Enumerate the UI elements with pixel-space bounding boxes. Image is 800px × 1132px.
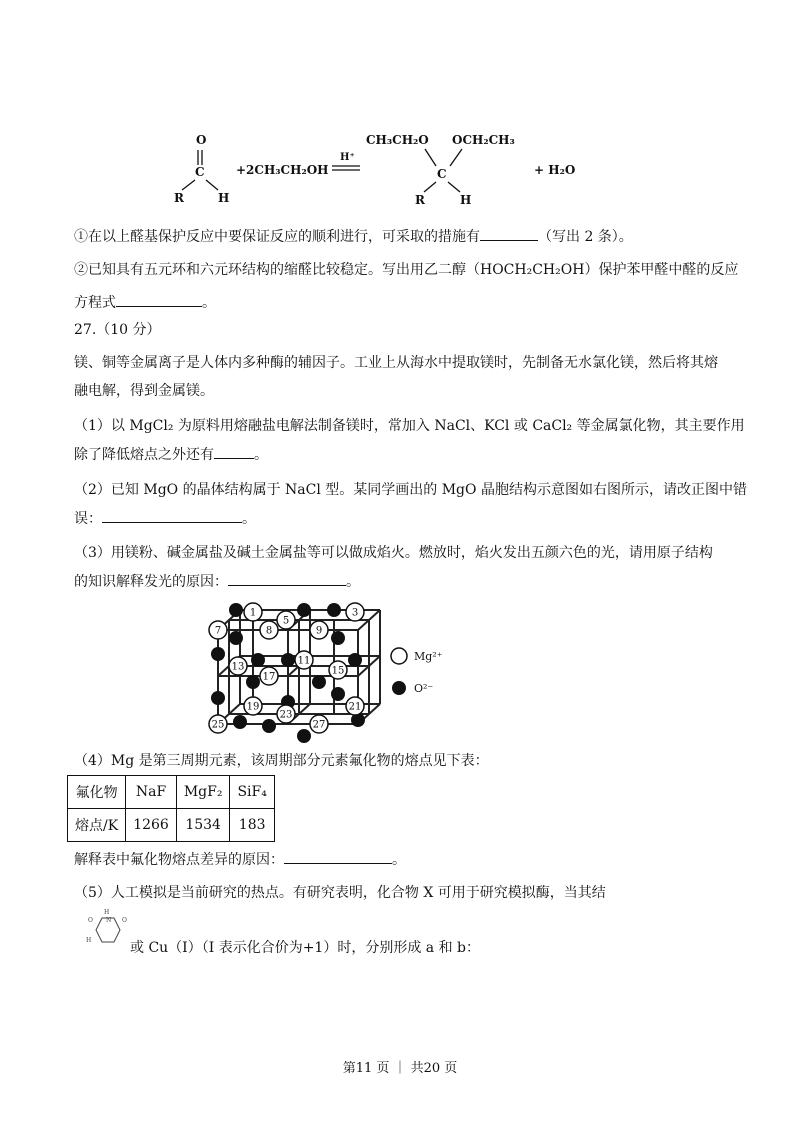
oxide-ion-node <box>211 691 225 705</box>
mg-ion-label: 19 <box>246 701 260 713</box>
q27-sub3-line2: 的知识解释发光的原因： 。 <box>74 571 360 592</box>
table-header-cell: 氟化物 <box>68 776 126 809</box>
oxide-ion-node <box>297 603 311 617</box>
q26-part3: 方程式 。 <box>74 292 216 313</box>
oxide-ion-node <box>331 687 345 701</box>
product-ethoxy-right: OCH₂CH₃ <box>452 133 515 147</box>
q27-intro-line1: 镁、铜等金属离子是人体内多种酶的辅因子。工业上从海水中提取镁时，先制备无水氯化镁，然后将其熔 <box>74 355 718 371</box>
q27-sub5-line2: 或 Cu（I）（I 表示化合价为+1）时，分别形成 a 和 b： <box>130 940 480 956</box>
aldehyde-carbon: C <box>195 165 205 179</box>
table-cell: 熔点/K <box>68 809 126 842</box>
mg-ion-label: 8 <box>265 625 273 637</box>
product-r-group: R <box>415 193 425 207</box>
mg-ion-label: 23 <box>279 709 293 721</box>
struct-label-h-left: H <box>86 937 92 944</box>
mg-ion-label: 15 <box>331 665 345 677</box>
mg-ion-label: 13 <box>231 661 245 673</box>
oxide-ion-node <box>229 631 243 645</box>
answer-blank <box>228 571 346 586</box>
mg-ion-label: 27 <box>312 719 326 731</box>
aldehyde-oxygen: O <box>196 133 207 147</box>
q26-part1: ①在以上醛基保护反应中要保证反应的顺利进行，可采取的措施有 （写出 2 条）。 <box>74 226 633 247</box>
struct-label-h-top: H <box>104 909 110 916</box>
table-header-cell: MgF₂ <box>176 776 230 809</box>
product-ethoxy-left: CH₃CH₂O <box>366 133 429 147</box>
oxide-ion-node <box>348 653 362 667</box>
q27-sub3-line1: （3）用镁粉、碱金属盐及碱土金属盐等可以做成焰火。燃放时，焰火发出五颜六色的光，请用原子结构 <box>74 545 713 561</box>
oxide-ion-node <box>262 719 276 733</box>
page-footer: 第11 页 ｜ 共20 页 <box>342 1061 458 1076</box>
q27-sub1-line1: （1）以 MgCl₂ 为原料用熔融盐电解法制备镁时，常加入 NaCl、KCl 或 CaCl₂ 等金属氯化物，其主要作用 <box>74 418 745 434</box>
answer-blank <box>284 849 392 864</box>
q27-sub2-line2: 误： 。 <box>74 508 256 529</box>
acid-catalyst: H⁺ <box>340 152 355 163</box>
q27-intro-line2: 融电解，得到金属镁。 <box>74 383 214 399</box>
mg-ion-label: 21 <box>348 701 362 713</box>
oxide-ion-node <box>251 653 265 667</box>
oxide-ion-node <box>211 647 225 661</box>
q27-sub5-line1: （5）人工模拟是当前研究的热点。有研究表明，化合物 X 可用于研究模拟酶，当其结 <box>74 885 606 901</box>
legend-o-circle <box>392 681 406 695</box>
product-carbon: C <box>437 167 447 181</box>
oxide-ion-node <box>327 603 341 617</box>
table-header-cell: SiF₄ <box>230 776 274 809</box>
mg-ion-label: 9 <box>315 625 323 637</box>
q27-number: 27.（10 分） <box>74 322 161 338</box>
legend-o-label: O²⁻ <box>414 682 434 695</box>
oxide-ion-node <box>246 675 260 689</box>
answer-blank <box>214 444 254 459</box>
struct-label-o-right: O <box>122 917 127 924</box>
q27-sub1-line2: 除了降低熔点之外还有 。 <box>74 444 268 465</box>
mg-ion-label: 7 <box>214 625 222 637</box>
aldehyde-r-group: R <box>174 191 184 205</box>
oxide-ion-node <box>233 715 247 729</box>
mg-ion-label: 11 <box>297 655 311 667</box>
struct-label-n: N <box>106 917 112 924</box>
table-row <box>68 776 275 809</box>
mg-ion-label: 17 <box>262 671 276 683</box>
oxide-ion-node <box>229 603 243 617</box>
q27-sub2-line1: （2）已知 MgO 的晶体结构属于 NaCl 型。某同学画出的 MgO 晶胞结构示意图如右图所示，请改正图中错 <box>74 482 747 498</box>
mgo-unit-cell-diagram <box>200 598 460 744</box>
fluoride-melting-point-table <box>67 775 275 842</box>
mg-ion-label: 3 <box>351 607 359 619</box>
table-header-cell: NaF <box>126 776 177 809</box>
legend-mg-label: Mg²⁺ <box>414 650 443 663</box>
answer-blank <box>102 508 242 523</box>
acetal-reaction-scheme <box>160 122 590 210</box>
mg-ion-label: 5 <box>282 615 290 627</box>
compound-x-structure <box>84 908 130 954</box>
table-row <box>68 809 275 842</box>
answer-blank <box>480 226 538 241</box>
answer-blank <box>116 292 202 307</box>
mg-ion-label: 25 <box>211 719 225 731</box>
table-cell: 1266 <box>126 809 177 842</box>
q27-sub4: （4）Mg 是第三周期元素，该周期部分元素氟化物的熔点见下表： <box>74 753 489 769</box>
legend-mg-circle <box>391 648 407 664</box>
q26-part2: ②已知具有五元环和六元环结构的缩醛比较稳定。写出用乙二醇（HOCH₂CH₂OH）保护苯甲醛中醛的反应 <box>74 262 739 278</box>
struct-label-o-left: O <box>88 917 93 924</box>
q27-sub4-explain: 解释表中氟化物熔点差异的原因： 。 <box>74 849 406 870</box>
oxide-ion-node <box>331 631 345 645</box>
mg-ion-label: 1 <box>249 607 257 619</box>
table-cell: 1534 <box>176 809 230 842</box>
ethanol-reagent: +2CH₃CH₂OH <box>236 163 329 177</box>
oxide-ion-node <box>312 675 326 689</box>
water-product: + H₂O <box>534 163 576 177</box>
product-hydrogen: H <box>460 193 472 207</box>
table-cell: 183 <box>230 809 274 842</box>
aldehyde-hydrogen: H <box>218 191 230 205</box>
oxide-ion-node <box>297 729 311 743</box>
oxide-ion-node <box>281 653 295 667</box>
